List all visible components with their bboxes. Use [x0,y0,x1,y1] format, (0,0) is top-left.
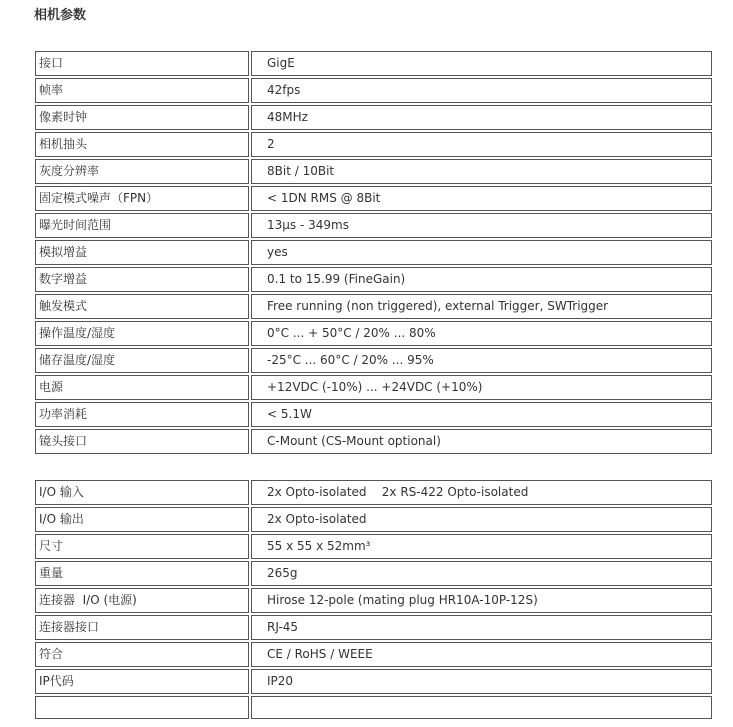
table-row [35,561,712,586]
param-value: 55 x 55 x 52mm³ [251,534,712,559]
table-row [35,507,712,532]
table-row [35,213,712,238]
table-row [35,348,712,373]
table-row [35,51,712,76]
param-name: 像素时钟 [35,105,249,130]
param-value: 2 [251,132,712,157]
table-row [35,321,712,346]
param-name: 镜头接口 [35,429,249,454]
param-value: 0.1 to 15.99 (FineGain) [251,267,712,292]
table-row [35,534,712,559]
table-row [35,267,712,292]
table-row [35,615,712,640]
param-name: 数字增益 [35,267,249,292]
table-row [35,159,712,184]
param-name: 灰度分辨率 [35,159,249,184]
table-row [35,186,712,211]
table-row [35,588,712,613]
camera-params-table [33,49,714,456]
param-name: 接口 [35,51,249,76]
param-value: C-Mount (CS-Mount optional) [251,429,712,454]
param-value: 2x Opto-isolated 2x RS-422 Opto-isolated [251,480,712,505]
table-row [35,642,712,667]
table-row-empty [35,696,712,719]
param-name: IP代码 [35,669,249,694]
param-name: 连接器接口 [35,615,249,640]
param-name: 相机抽头 [35,132,249,157]
table-row [35,480,712,505]
param-name: 连接器 I/O (电源) [35,588,249,613]
table-row [35,78,712,103]
param-value: +12VDC (-10%) ... +24VDC (+10%) [251,375,712,400]
table-row [35,669,712,694]
table-row [35,402,712,427]
param-name [35,696,249,719]
param-name: 固定模式噪声（FPN） [35,186,249,211]
table-row [35,105,712,130]
param-name: 符合 [35,642,249,667]
param-value: < 5.1W [251,402,712,427]
table-row [35,132,712,157]
param-value: CE / RoHS / WEEE [251,642,712,667]
param-value: Free running (non triggered), external Trigger, SWTrigger [251,294,712,319]
table-row [35,429,712,454]
param-value [251,696,712,719]
param-value: Hirose 12-pole (mating plug HR10A-10P-12S) [251,588,712,613]
param-value: IP20 [251,669,712,694]
param-value: GigE [251,51,712,76]
param-value: 8Bit / 10Bit [251,159,712,184]
param-name: 尺寸 [35,534,249,559]
param-value: yes [251,240,712,265]
table-row [35,294,712,319]
param-name: I/O 输出 [35,507,249,532]
param-name: 曝光时间范围 [35,213,249,238]
param-name: 帧率 [35,78,249,103]
param-name: 储存温度/湿度 [35,348,249,373]
param-value: 2x Opto-isolated [251,507,712,532]
param-value: 48MHz [251,105,712,130]
param-value: < 1DN RMS @ 8Bit [251,186,712,211]
param-name: 电源 [35,375,249,400]
param-value: 265g [251,561,712,586]
param-name: 重量 [35,561,249,586]
page-title: 相机参数 [34,8,87,23]
io-params-table [33,478,714,721]
param-name: 操作温度/湿度 [35,321,249,346]
param-value: 13μs - 349ms [251,213,712,238]
param-value: 42fps [251,78,712,103]
param-value: -25°C ... 60°C / 20% ... 95% [251,348,712,373]
param-name: 触发模式 [35,294,249,319]
param-name: I/O 输入 [35,480,249,505]
param-value: RJ-45 [251,615,712,640]
table-row [35,375,712,400]
param-name: 模拟增益 [35,240,249,265]
param-value: 0°C ... + 50°C / 20% ... 80% [251,321,712,346]
table-row [35,240,712,265]
param-name: 功率消耗 [35,402,249,427]
